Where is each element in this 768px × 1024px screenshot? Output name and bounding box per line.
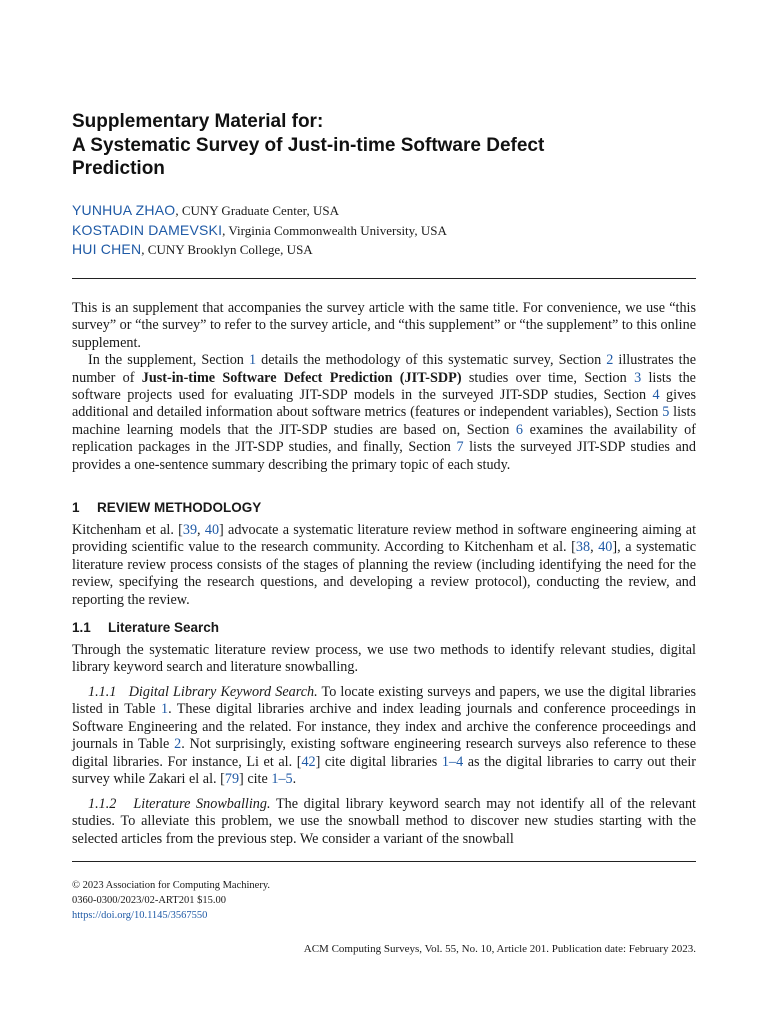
author-name[interactable]: YUNHUA ZHAO xyxy=(72,202,176,218)
section-1-heading: 1 REVIEW METHODOLOGY xyxy=(72,500,262,515)
section-1-1-1-paragraph: 1.1.1 Digital Library Keyword Search. To locate existing surveys and papers, we use the digital libraries listed in Table 1. These digital libraries archive and index leading journals and conference proceedings in Software Engineering and the related. For instance, they index and archive the conference proceedings and journals in Table 2. Not surprisingly, existing software engineering research surveys also reference to these digital libraries. For instance, Li et al. [42] cite digital libraries 1–4 as the digital libraries to carry out their survey while Zakari el al. [79] cite 1–5. xyxy=(72,684,697,788)
intro-section xyxy=(72,300,696,474)
author-list xyxy=(72,201,696,260)
title-line-2: A Systematic Survey of Just-in-time Software Defect xyxy=(72,134,545,156)
author-affiliation: , Virginia Commonwealth University, USA xyxy=(222,222,447,238)
author-affiliation: , CUNY Brooklyn College, USA xyxy=(141,242,313,257)
header-rule xyxy=(72,278,696,279)
paper-title xyxy=(72,110,696,181)
author-name[interactable]: HUI CHEN xyxy=(72,241,142,257)
subsection-title: Digital Library Keyword Search. xyxy=(128,684,318,700)
copyright-text: © 2023 Association for Computing Machinery. xyxy=(72,880,271,891)
author-affiliation: , CUNY Graduate Center, USA xyxy=(175,203,339,218)
citation-link[interactable]: 38 xyxy=(575,539,591,556)
section-ref-link[interactable]: 5 xyxy=(662,404,670,421)
section-ref-link[interactable]: 4 xyxy=(652,387,660,404)
section-ref-link[interactable]: 3 xyxy=(634,369,642,386)
intro-paragraph-1: This is an supplement that accompanies the survey article with the same title. For convenience, we use “this survey” or “the survey” to refer to the survey article, and “this supplement” or “the supplement” to this online supplement. xyxy=(72,300,696,351)
section-ref-link[interactable]: 7 xyxy=(456,439,464,456)
section-1-1-1-body xyxy=(72,684,696,788)
section-1-1-2-paragraph: 1.1.2 Literature Snowballing. The digital library keyword search may not identify all of the relevant studies. To alleviate this problem, we use the snowball method to discover new studies starting with the selected articles from the previous step. We consider a variant of the snowball xyxy=(72,796,696,847)
author-entry xyxy=(72,201,696,221)
section-1-1-2-body xyxy=(72,796,696,848)
section-1-1-body xyxy=(72,642,696,677)
citation-link[interactable]: 40 xyxy=(598,539,613,556)
section-1-1-paragraph: Through the systematic literature review process, we use two methods to identify relevant studies, digital library keyword search and literature snowballing. xyxy=(72,642,696,676)
section-1-paragraph: Kitchenham et al. [39, 40] advocate a systematic literature review method in software engineering aiming at providing scientific value to the research community. According to Kitchenham et al. [38, 40], a systematic literature review process consists of the stages of planning the review (including identifying the need for the review, specifying the research questions, and developing a review protocol), conducting the review, and reporting the review. xyxy=(72,522,697,608)
author-name[interactable]: KOSTADIN DAMEVSKI xyxy=(72,221,223,238)
title-line-1: Supplementary Material for: xyxy=(72,111,324,132)
footnote-rule xyxy=(72,861,696,862)
author-entry xyxy=(72,221,696,241)
journal-footer: ACM Computing Surveys, Vol. 55, No. 10, Article 201. Publication date: February 2023. xyxy=(303,943,696,955)
citation-link[interactable]: 39 xyxy=(182,522,198,538)
section-1-1-heading: 1.1 Literature Search xyxy=(72,620,220,635)
table-ref-link[interactable]: 1 xyxy=(160,701,169,718)
section-ref-link[interactable]: 6 xyxy=(515,421,524,438)
doi-link[interactable]: https://doi.org/10.1145/3567550 xyxy=(72,910,208,921)
section-ref-link[interactable]: 2 xyxy=(606,352,614,369)
citation-link[interactable]: 79 xyxy=(224,771,240,788)
citation-link[interactable]: 42 xyxy=(301,753,316,770)
subsection-number: 1.1.2 xyxy=(88,796,117,812)
subsection-number: 1.1.1 xyxy=(88,684,117,700)
jit-sdp-term: Just-in-time Software Defect Prediction (JIT-SDP) xyxy=(141,369,462,386)
title-line-3: Prediction xyxy=(72,158,165,179)
subsection-title: Literature Snowballing. xyxy=(133,796,271,812)
table-row-ref-link[interactable]: 1–4 xyxy=(441,753,464,770)
issn-text: 0360-0300/2023/02-ART201 $15.00 xyxy=(72,895,226,906)
footnote-block xyxy=(72,878,696,923)
author-entry xyxy=(72,240,696,260)
intro-paragraph-2: In the supplement, Section 1 details the methodology of this systematic survey, Section 2 illustrates the number of Just-in-time Software Defect Prediction (JIT-SDP) studies over time, Section 3 lists the software projects used for evaluating JIT-SDP models in the surveyed JIT-SDP studies, Section 4 gives additional and detailed information about software metrics (features or independent variables), Section 5 lists machine learning models that the JIT-SDP studies are based on, Section 6 examines the availability of replication packages in the JIT-SDP studies, and finally, Section 7 lists the surveyed JIT-SDP studies and provides a one-sentence summary describing the primary topic of each study. xyxy=(72,352,696,473)
citation-link[interactable]: 40 xyxy=(204,522,220,538)
section-1-body xyxy=(72,522,696,609)
section-ref-link[interactable]: 1 xyxy=(248,352,257,369)
table-ref-link[interactable]: 2 xyxy=(174,736,182,753)
table-row-ref-link[interactable]: 1–5 xyxy=(271,771,293,788)
